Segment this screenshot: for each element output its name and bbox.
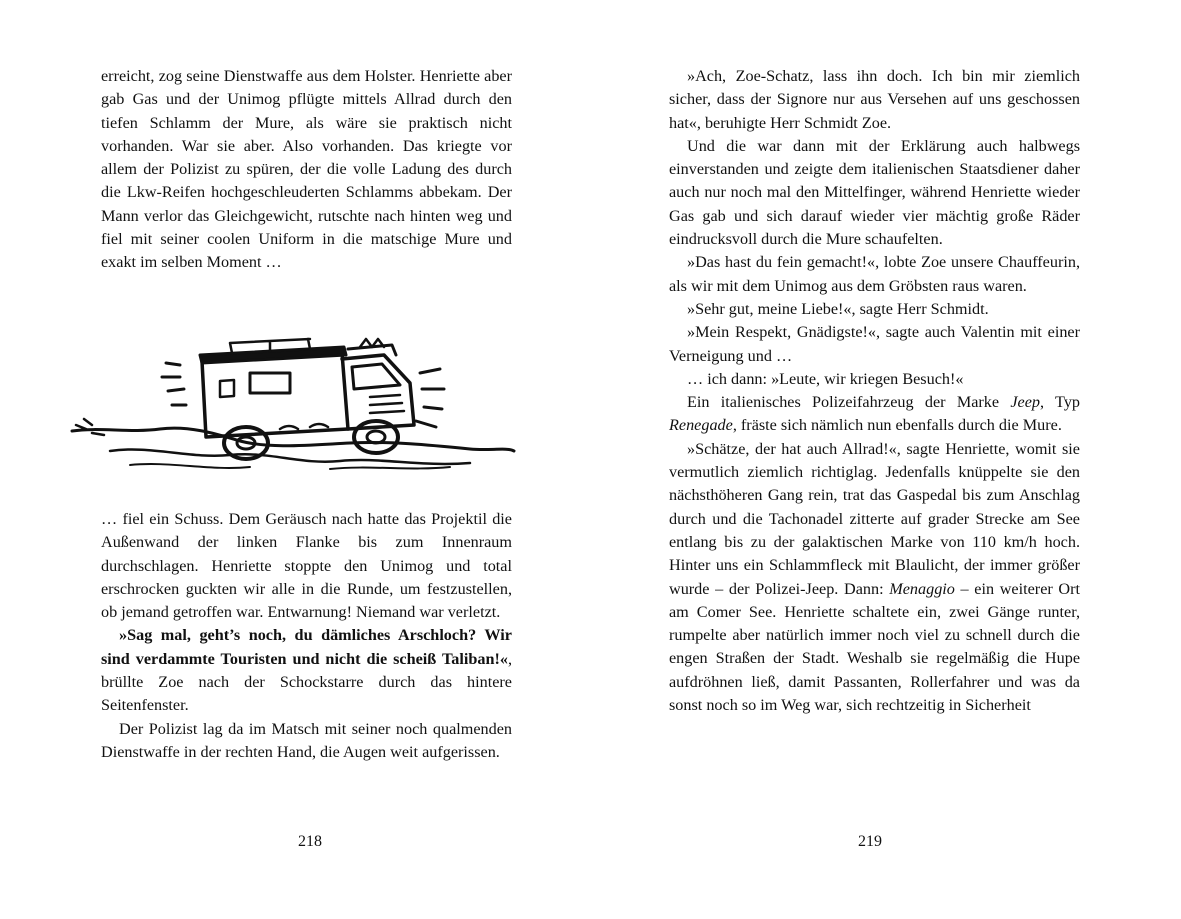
paragraph: Und die war dann mit der Erklärung auch halbwegs einverstanden und zeigte dem italienischen Staatsdiener daher auch nur noch mal den Mittelfinger, während Henriette wieder Gas gab und sich darauf wieder vier mächtig große Räder eindrucksvoll durch die Mure schaufelten. xyxy=(669,136,1080,249)
paragraph: »Ach, Zoe-Schatz, lass ihn doch. Ich bin mir ziemlich sicher, dass der Signore nur aus Versehen auf uns geschossen hat«, beruhigte Herr Schmidt Zoe. xyxy=(669,67,1080,132)
paragraph: »Das hast du fein gemacht!«, lobte Zoe unsere Chauffeurin, als wir mit dem Unimog aus dem Gröbsten raus waren. xyxy=(669,253,1080,295)
paragraph xyxy=(669,391,1080,438)
text-run: Ein italienisches Polizeifahrzeug der Marke xyxy=(687,393,1011,412)
unimog-in-mud-drawing-icon xyxy=(70,333,518,473)
paragraph xyxy=(669,438,1080,718)
text-run: , fräste sich nämlich nun ebenfalls durch die Mure. xyxy=(732,416,1062,435)
page-number: 219 xyxy=(858,833,882,850)
bold-speech: »Sag mal, geht’s noch, du dämliches Arschloch? Wir sind verdammte Touristen und nicht die scheiß Taliban!« xyxy=(101,626,512,668)
italic-brand: Jeep xyxy=(1010,393,1041,412)
paragraph-shout xyxy=(101,624,512,717)
text-run: – ein weiterer Ort am Comer See. Henriette schaltete ein, zwei Gänge runter, rumpelte aber natürlich immer noch viel zu schnell durch die engen Straßen der Stadt. Weshalb sie regelmäßig die Hupe aufdröhnen ließ, damit Passanten, Rollerfahrer und was da sonst noch so im Weg war, sich rechtzeitig in Sicherheit xyxy=(669,579,1081,715)
text-run: »Schätze, der hat auch Allrad!«, sagte Henriette, womit sie vermutlich ziemlich richtiglag. Jedenfalls knüppelte sie den nächsthöheren Gang rein, trat das Gaspedal bis zum Anschlag durch und die Tachonadel zitterte auf grader Strecke am See entlang bis zu der galaktischen Marke von 110 km/h hoch. Hinter uns ein Schlammfleck mit Blaulicht, der immer größer wurde – der Polizei-Jeep. Dann: xyxy=(669,439,1080,598)
right-page xyxy=(590,0,1180,919)
paragraph: … fiel ein Schuss. Dem Geräusch nach hatte das Projektil die Außenwand der linken Flanke bis zum Innenraum durchschlagen. Henriette stoppte den Unimog und total erschrocken guckten wir alle in die Runde, um festzustellen, ob jemand getroffen war. Entwarnung! Niemand war verletzt. xyxy=(101,510,512,622)
left-column-top xyxy=(101,65,512,275)
paragraph: erreicht, zog seine Dienstwaffe aus dem Holster. Henriette aber gab Gas und der Unimog pflügte mittels Allrad durch den tiefen Schlamm der Mure, als wäre sie praktisch nicht vorhanden. War sie aber. Also vorhanden. Das kriegte vor allem der Polizist zu spüren, der die volle Ladung des durch die Lkw-Reifen hochgeschleuderten Schlamms abbekam. Der Mann verlor das Gleichgewicht, rutschte nach hinten weg und fiel mit seiner coolen Uniform in die matschige Mure und exakt im selben Moment … xyxy=(101,67,512,272)
italic-model: Renegade xyxy=(669,416,733,435)
paragraph: Der Polizist lag da im Matsch mit seiner noch qualmenden Dienstwaffe in der rechten Hand, die Augen weit aufgerissen. xyxy=(101,719,512,761)
left-column-bottom xyxy=(101,508,512,764)
text-run: , Typ xyxy=(1040,393,1081,412)
italic-place: Menaggio xyxy=(889,579,955,598)
paragraph: … ich dann: »Leute, wir kriegen Besuch!« xyxy=(687,369,964,388)
right-column xyxy=(669,65,1080,717)
paragraph: »Sehr gut, meine Liebe!«, sagte Herr Schmidt. xyxy=(687,299,989,318)
speech-attribution: , brüllte Zoe nach der Schockstarre durch das hintere Seitenfenster. xyxy=(101,649,512,715)
paragraph: »Mein Respekt, Gnädigste!«, sagte auch Valentin mit einer Verneigung und … xyxy=(669,323,1080,365)
left-page xyxy=(0,0,590,919)
page-number: 218 xyxy=(298,833,322,850)
